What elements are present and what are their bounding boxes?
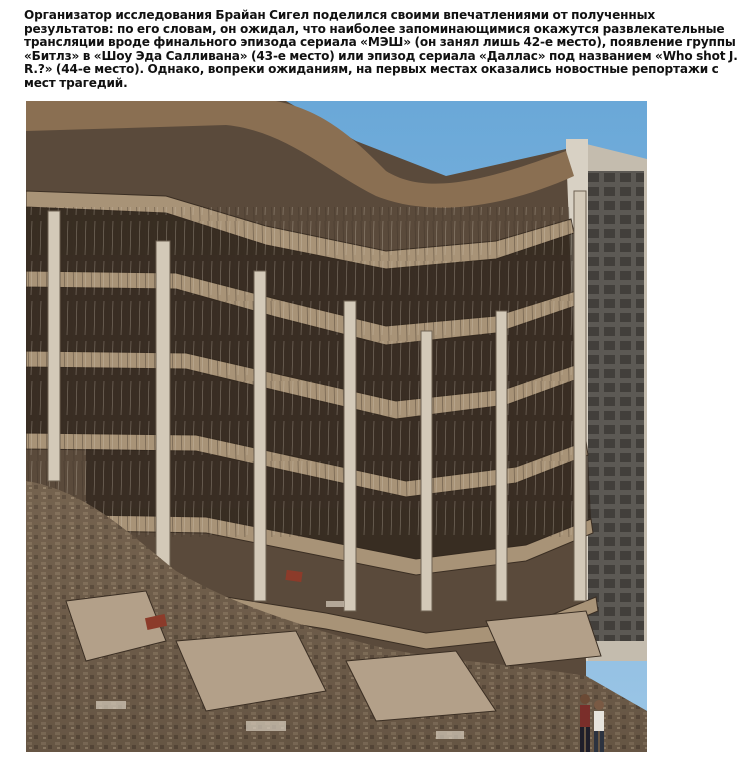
building-collapse-photo — [26, 101, 647, 752]
photo-illustration — [26, 101, 647, 752]
article-caption: Организатор исследования Брайан Сигел поделился своими впечатлениями от полученных результатов: по его словам, он ожидал, что наиболее запоминающимися окажутся развлекательные трансляции вроде финального эпизода сериала «МЭШ» (он занял лишь 42-е место), появление группы «Битлз» в «Шоу Эда Салливана» (43-е место) или эпизод сериала «Даллас» под названием «Who shot J. R.?» (44-е место). Однако, вопреки ожиданиям, на первых местах оказались новостные репортажи с мест трагедий. — [24, 8, 738, 90]
